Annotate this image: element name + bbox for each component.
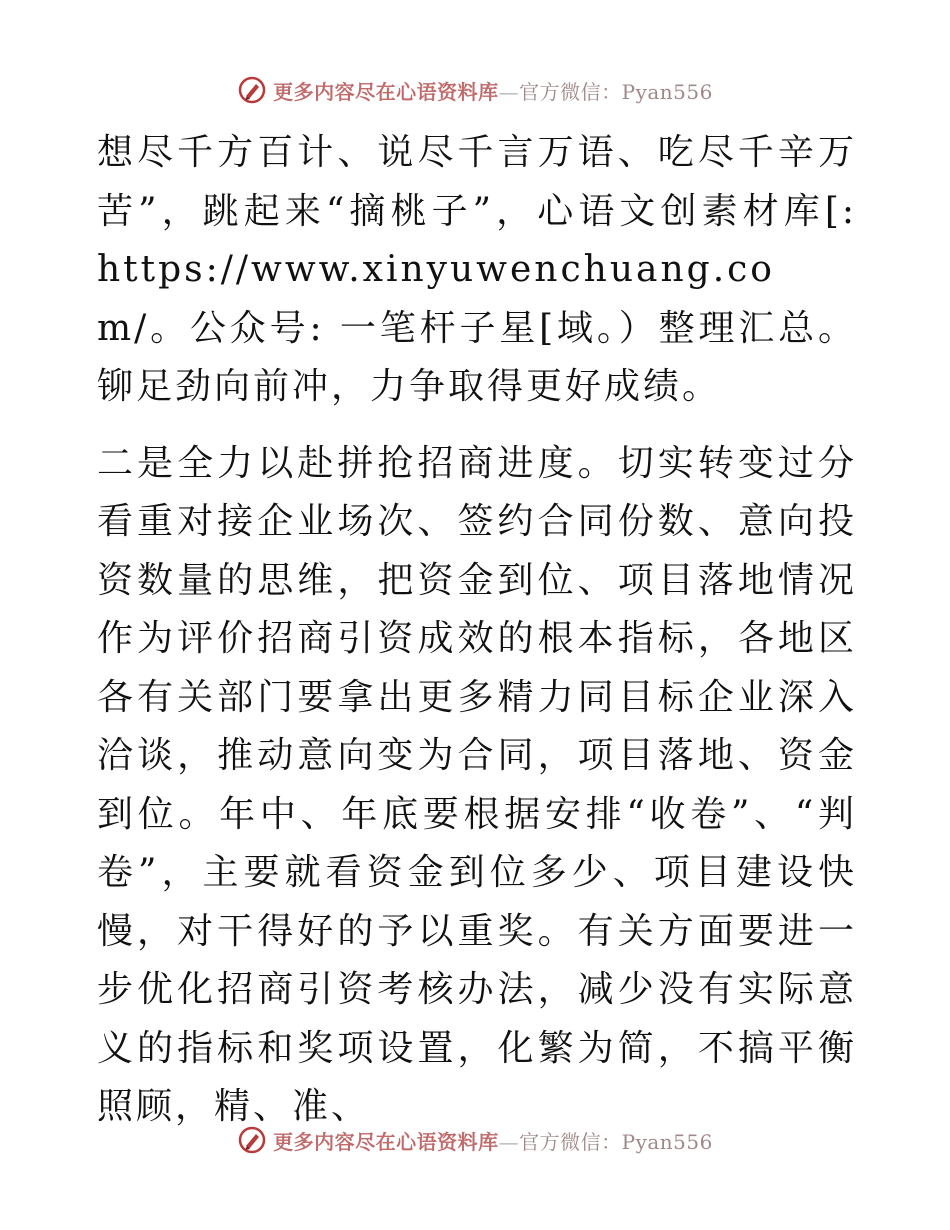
paragraph-2: 二是全力以赴拼抢招商进度。切实转变过分看重对接企业场次、签约合同份数、意向投资数量的思维，把资金到位、项目落地情况作为评价招商引资成效的根本指标，各地区各有关部门要拿出更多精力同目标企业深入洽谈，推动意向变为合同，项目落地、资金到位。年中、年底要根据安排“收卷”、“判卷”，主要就看资金到位多少、项目建设快慢，对干得好的予以重奖。有关方面要进一步优化招商引资考核办法，减少没有实际意义的指标和奖项设置，化繁为简，不搞平衡照顾，精、准、	[97, 442, 857, 1127]
header-banner-main: 更多内容尽在心语资料库	[273, 79, 499, 104]
document-body	[97, 124, 857, 1137]
footer-banner-separator: —	[498, 1129, 520, 1154]
paragraph-1: 想尽千方百计、说尽千言万语、吃尽千辛万苦”，跳起来“摘桃子”，心语文创素材库[: https://www.xinyuwenchuang.com/。公众号: 一笔杆子星[域。）整理汇总。铆足劲向前冲，力争取得更好成绩。	[97, 132, 857, 407]
header-banner-text	[273, 76, 713, 105]
footer-banner-main: 更多内容尽在心语资料库	[273, 1129, 499, 1154]
pen-logo-icon	[237, 75, 267, 105]
header-banner-separator: —	[498, 79, 520, 104]
header-banner-wechat: 官方微信：Pyan556	[519, 79, 713, 104]
footer-banner	[0, 1120, 950, 1160]
footer-banner-wechat: 官方微信：Pyan556	[519, 1129, 713, 1154]
pen-logo-icon	[237, 1125, 267, 1155]
header-banner	[0, 70, 950, 110]
footer-banner-text	[273, 1126, 713, 1155]
